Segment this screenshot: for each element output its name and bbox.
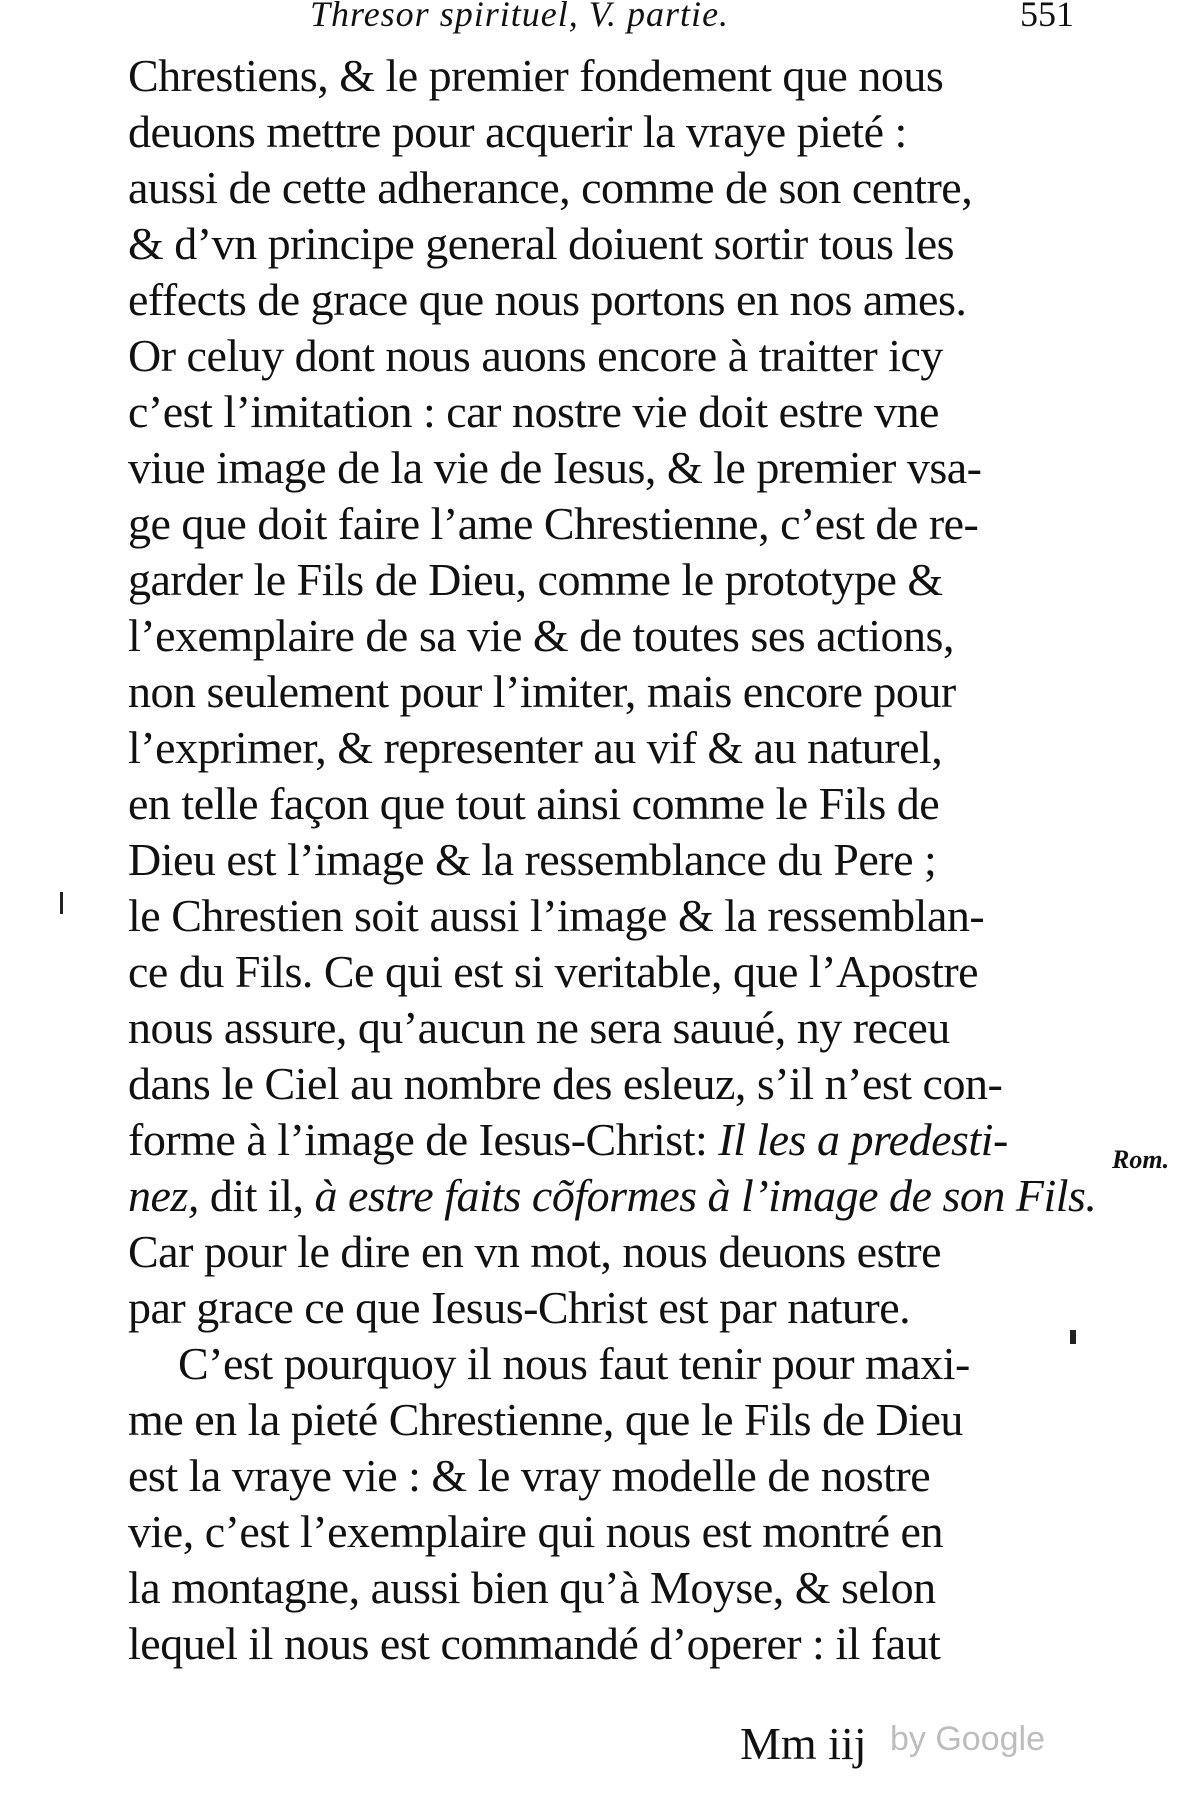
text-line: Or celuy dont nous auons encore à traitter icy xyxy=(128,330,943,381)
text-line-with-quote xyxy=(128,1168,1097,1224)
text-line: Car pour le dire en vn mot, nous deuons estre xyxy=(128,1226,941,1277)
text-line: dans le Ciel au nombre des esleuz, s’il n’est con- xyxy=(128,1058,1003,1109)
signature-mark: Mm iij xyxy=(740,1718,867,1769)
text-line: ge que doit faire l’ame Chrestienne, c’est de re- xyxy=(128,498,979,549)
text-segment: dit il, xyxy=(198,1170,315,1221)
text-line: garder le Fils de Dieu, comme le prototype & xyxy=(128,554,943,605)
text-line: le Chrestien soit aussi l’image & la ressemblan- xyxy=(128,890,985,941)
text-line: Chrestiens, & le premier fondement que nous xyxy=(128,50,944,101)
text-line: en telle façon que tout ainsi comme le Fils de xyxy=(128,778,940,829)
body-text xyxy=(128,48,1097,1672)
scripture-quote: nez, xyxy=(128,1170,199,1221)
page-header xyxy=(120,0,1100,40)
margin-reference: Rom. xyxy=(1112,1145,1170,1174)
text-line: vie, c’est l’exemplaire qui nous est montré en xyxy=(128,1506,943,1557)
text-line: aussi de cette adherance, comme de son centre, xyxy=(128,162,973,213)
text-line: la montagne, aussi bien qu’à Moyse, & selon xyxy=(128,1562,936,1613)
text-line: ce du Fils. Ce qui est si veritable, que l’Apostre xyxy=(128,946,979,997)
text-line: effects de grace que nous portons en nos ames. xyxy=(128,274,967,325)
text-line: nous assure, qu’aucun ne sera sauué, ny receu xyxy=(128,1002,950,1053)
scan-watermark: by Google xyxy=(890,1720,1045,1758)
text-line: Dieu est l’image & la ressemblance du Pere ; xyxy=(128,834,937,885)
scripture-quote: à estre faits cõformes à l’image de son Fils. xyxy=(314,1170,1097,1221)
margin-mark xyxy=(60,892,63,914)
text-line: est la vraye vie : & le vray modelle de nostre xyxy=(128,1450,931,1501)
text-segment: forme à l’image de Iesus-Christ: xyxy=(128,1114,708,1165)
page-number: 551 xyxy=(1020,0,1074,34)
text-line: l’exprimer, & representer au vif & au naturel, xyxy=(128,722,943,773)
text-line: & d’vn principe general doiuent sortir tous les xyxy=(128,218,955,269)
text-line: viue image de la vie de Iesus, & le premier vsa- xyxy=(128,442,982,493)
text-line: par grace ce que Iesus-Christ est par nature. xyxy=(128,1282,911,1333)
text-line: l’exemplaire de sa vie & de toutes ses actions, xyxy=(128,610,954,661)
text-line: me en la pieté Chrestienne, que le Fils de Dieu xyxy=(128,1394,963,1445)
margin-mark xyxy=(1070,1330,1076,1344)
scripture-quote: Il les a predesti- xyxy=(718,1114,1008,1165)
text-line: deuons mettre pour acquerir la vraye pieté : xyxy=(128,106,907,157)
text-line: non seulement pour l’imiter, mais encore pour xyxy=(128,666,956,717)
text-line: lequel il nous est commandé d’operer : il faut xyxy=(128,1618,941,1669)
text-line: c’est l’imitation : car nostre vie doit estre vne xyxy=(128,386,939,437)
running-title: Thresor spirituel, V. partie. xyxy=(310,0,730,34)
paragraph-start-line: C’est pourquoy il nous faut tenir pour maxi- xyxy=(178,1338,970,1389)
text-line-with-quote xyxy=(128,1112,1088,1168)
